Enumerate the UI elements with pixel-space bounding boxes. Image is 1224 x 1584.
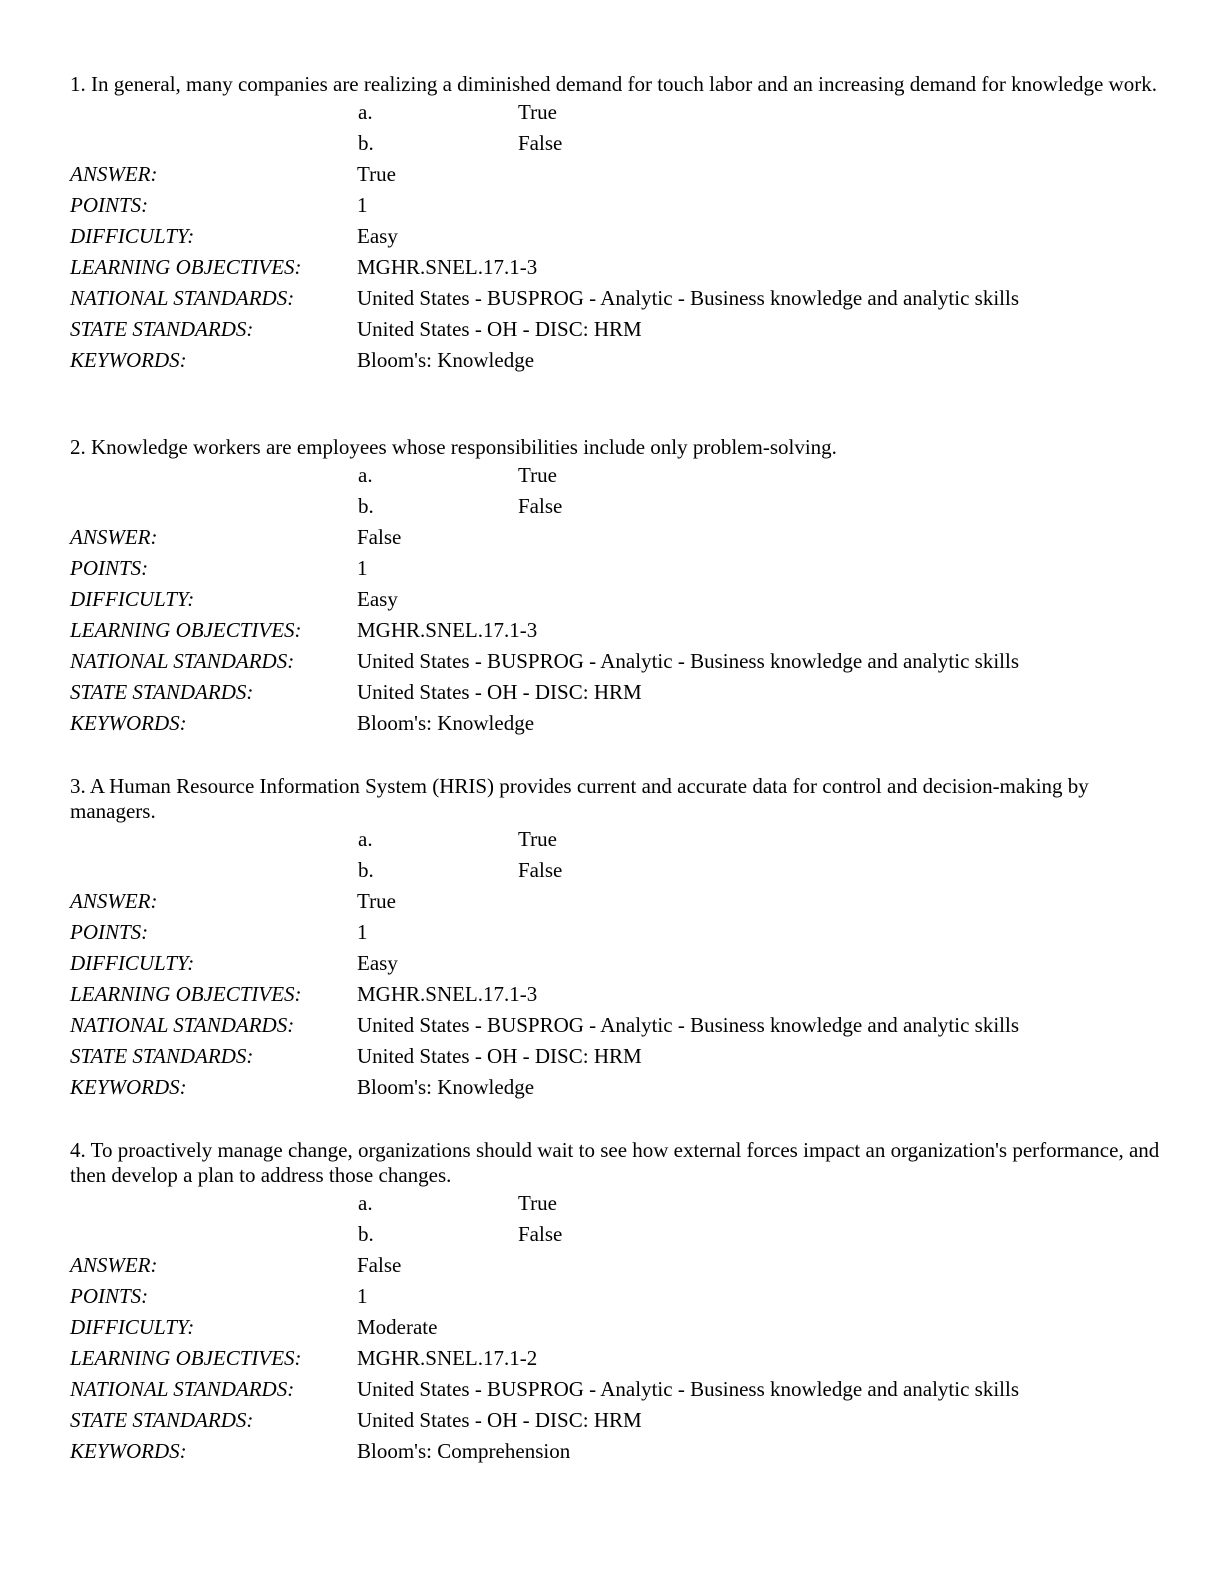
state-standards-row: [70, 1405, 1160, 1436]
option-label: True: [518, 1191, 557, 1215]
state-standards-label: STATE STANDARDS:: [70, 317, 254, 341]
option-label: False: [518, 494, 563, 518]
keywords-label: KEYWORDS:: [70, 1075, 187, 1099]
keywords-row: [70, 708, 1160, 739]
learning-objectives-value: MGHR.SNEL.17.1-3: [357, 618, 538, 642]
state-standards-label: STATE STANDARDS:: [70, 680, 254, 704]
learning-objectives-row: [70, 979, 1160, 1010]
difficulty-value: Easy: [357, 224, 398, 248]
national-standards-value: United States - BUSPROG - Analytic - Business knowledge and analytic skills: [357, 649, 1020, 673]
option-label: False: [518, 131, 563, 155]
keywords-row: [70, 1072, 1160, 1103]
national-standards-label: NATIONAL STANDARDS:: [70, 286, 295, 310]
difficulty-label: DIFFICULTY:: [70, 587, 195, 611]
state-standards-label: STATE STANDARDS:: [70, 1408, 254, 1432]
points-row: [70, 917, 1160, 948]
keywords-label: KEYWORDS:: [70, 1439, 187, 1463]
option-a: [70, 460, 1160, 491]
national-standards-label: NATIONAL STANDARDS:: [70, 1013, 295, 1037]
option-letter: b.: [358, 131, 374, 155]
question-text: 3. A Human Resource Information System (HRIS) provides current and accurate data for control and decision-making by managers.: [70, 774, 1089, 823]
learning-objectives-value: MGHR.SNEL.17.1-3: [357, 982, 538, 1006]
national-standards-label: NATIONAL STANDARDS:: [70, 1377, 295, 1401]
option-b: [70, 855, 1160, 886]
national-standards-value: United States - BUSPROG - Analytic - Business knowledge and analytic skills: [357, 1013, 1020, 1037]
question-4: [70, 1138, 1160, 1467]
points-row: [70, 553, 1160, 584]
national-standards-value: United States - BUSPROG - Analytic - Business knowledge and analytic skills: [357, 286, 1020, 310]
answer-row: [70, 522, 1160, 553]
national-standards-row: [70, 1010, 1160, 1041]
points-label: POINTS:: [70, 556, 149, 580]
question-2: [70, 435, 1160, 739]
keywords-row: [70, 345, 1160, 376]
difficulty-value: Easy: [357, 951, 398, 975]
difficulty-label: DIFFICULTY:: [70, 1315, 195, 1339]
difficulty-row: [70, 221, 1160, 252]
option-b: [70, 128, 1160, 159]
question-1: [70, 72, 1160, 376]
option-a: [70, 1188, 1160, 1219]
question-text: 4. To proactively manage change, organizations should wait to see how external forces impact an organization's performance, and then develop a plan to address those changes.: [70, 1138, 1160, 1187]
state-standards-row: [70, 314, 1160, 345]
option-letter: b.: [358, 858, 374, 882]
difficulty-row: [70, 948, 1160, 979]
points-row: [70, 1281, 1160, 1312]
answer-row: [70, 159, 1160, 190]
option-label: False: [518, 1222, 563, 1246]
answer-value: True: [357, 889, 396, 913]
answer-value: True: [357, 162, 396, 186]
learning-objectives-value: MGHR.SNEL.17.1-3: [357, 255, 538, 279]
learning-objectives-label: LEARNING OBJECTIVES:: [70, 982, 302, 1006]
option-letter: a.: [358, 1191, 373, 1215]
answer-label: ANSWER:: [70, 162, 158, 186]
option-letter: b.: [358, 494, 374, 518]
difficulty-value: Easy: [357, 587, 398, 611]
learning-objectives-label: LEARNING OBJECTIVES:: [70, 255, 302, 279]
state-standards-value: United States - OH - DISC: HRM: [357, 1044, 642, 1068]
learning-objectives-label: LEARNING OBJECTIVES:: [70, 618, 302, 642]
answer-label: ANSWER:: [70, 525, 158, 549]
question-3: [70, 774, 1160, 1103]
answer-value: False: [357, 1253, 402, 1277]
national-standards-value: United States - BUSPROG - Analytic - Business knowledge and analytic skills: [357, 1377, 1020, 1401]
keywords-value: Bloom's: Knowledge: [357, 1075, 535, 1099]
points-value: 1: [357, 193, 368, 217]
keywords-label: KEYWORDS:: [70, 348, 187, 372]
answer-label: ANSWER:: [70, 1253, 158, 1277]
option-a: [70, 824, 1160, 855]
points-label: POINTS:: [70, 920, 149, 944]
points-label: POINTS:: [70, 1284, 149, 1308]
national-standards-label: NATIONAL STANDARDS:: [70, 649, 295, 673]
question-text: 1. In general, many companies are realizing a diminished demand for touch labor and an increasing demand for knowledge work.: [70, 72, 1157, 96]
national-standards-row: [70, 646, 1160, 677]
option-b: [70, 1219, 1160, 1250]
state-standards-value: United States - OH - DISC: HRM: [357, 1408, 642, 1432]
answer-row: [70, 886, 1160, 917]
difficulty-row: [70, 1312, 1160, 1343]
keywords-value: Bloom's: Knowledge: [357, 711, 535, 735]
option-label: False: [518, 858, 563, 882]
difficulty-label: DIFFICULTY:: [70, 951, 195, 975]
points-value: 1: [357, 556, 368, 580]
difficulty-label: DIFFICULTY:: [70, 224, 195, 248]
state-standards-row: [70, 677, 1160, 708]
option-letter: b.: [358, 1222, 374, 1246]
state-standards-value: United States - OH - DISC: HRM: [357, 680, 642, 704]
learning-objectives-row: [70, 1343, 1160, 1374]
learning-objectives-row: [70, 252, 1160, 283]
option-b: [70, 491, 1160, 522]
national-standards-row: [70, 1374, 1160, 1405]
option-label: True: [518, 463, 557, 487]
option-label: True: [518, 100, 557, 124]
keywords-value: Bloom's: Knowledge: [357, 348, 535, 372]
option-letter: a.: [358, 100, 373, 124]
national-standards-row: [70, 283, 1160, 314]
answer-value: False: [357, 525, 402, 549]
points-value: 1: [357, 920, 368, 944]
option-label: True: [518, 827, 557, 851]
learning-objectives-value: MGHR.SNEL.17.1-2: [357, 1346, 538, 1370]
question-text: 2. Knowledge workers are employees whose responsibilities include only problem-solving.: [70, 435, 837, 459]
points-row: [70, 190, 1160, 221]
state-standards-row: [70, 1041, 1160, 1072]
keywords-value: Bloom's: Comprehension: [357, 1439, 571, 1463]
keywords-row: [70, 1436, 1160, 1467]
option-letter: a.: [358, 827, 373, 851]
state-standards-label: STATE STANDARDS:: [70, 1044, 254, 1068]
points-value: 1: [357, 1284, 368, 1308]
state-standards-value: United States - OH - DISC: HRM: [357, 317, 642, 341]
points-label: POINTS:: [70, 193, 149, 217]
keywords-label: KEYWORDS:: [70, 711, 187, 735]
learning-objectives-label: LEARNING OBJECTIVES:: [70, 1346, 302, 1370]
option-letter: a.: [358, 463, 373, 487]
learning-objectives-row: [70, 615, 1160, 646]
answer-row: [70, 1250, 1160, 1281]
difficulty-value: Moderate: [357, 1315, 438, 1339]
answer-label: ANSWER:: [70, 889, 158, 913]
option-a: [70, 97, 1160, 128]
difficulty-row: [70, 584, 1160, 615]
